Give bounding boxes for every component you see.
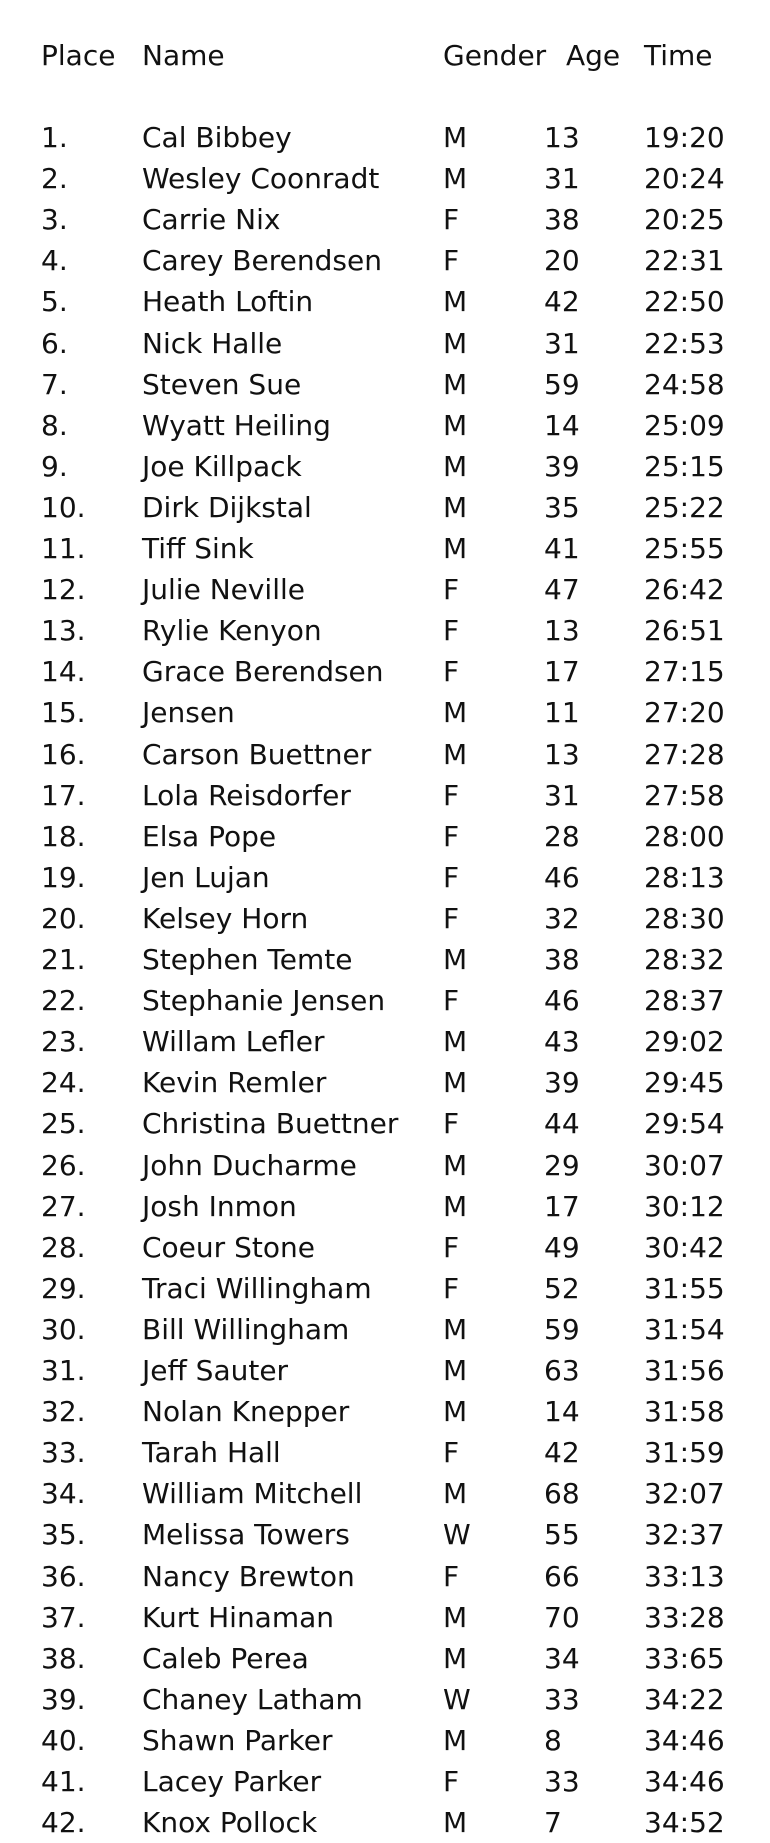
cell-place: 40.	[41, 1723, 86, 1757]
cell-gender: M	[443, 121, 468, 154]
cell-age: 42	[544, 285, 580, 319]
header-row	[0, 35, 770, 76]
cell-name: Melissa Towers	[142, 1518, 350, 1552]
cell-time: 34:46	[644, 1765, 725, 1798]
cell-gender: M	[443, 162, 468, 196]
cell-gender: M	[443, 1395, 468, 1429]
cell-gender: F	[443, 614, 460, 648]
table-row	[0, 1679, 770, 1720]
cell-time: 32:07	[644, 1477, 725, 1511]
cell-name: Tiff Sink	[142, 532, 254, 565]
cell-time: 33:28	[644, 1600, 725, 1634]
cell-gender: F	[443, 655, 460, 689]
cell-time: 31:54	[644, 1312, 725, 1346]
cell-time: 24:58	[644, 367, 725, 401]
cell-place: 36.	[41, 1559, 86, 1593]
cell-gender: M	[443, 408, 468, 442]
cell-age: 66	[544, 1559, 580, 1593]
cell-name: Steven Sue	[142, 367, 302, 401]
cell-age: 31	[544, 778, 580, 812]
cell-age: 33	[544, 1682, 580, 1716]
cell-name: Cal Bibbey	[142, 121, 292, 154]
table-row	[0, 446, 770, 487]
cell-place: 8.	[41, 408, 68, 442]
cell-name: Lola Reisdorfer	[142, 778, 351, 812]
cell-time: 30:12	[644, 1189, 725, 1223]
cell-time: 28:32	[644, 943, 725, 976]
table-row	[0, 857, 770, 898]
cell-time: 33:13	[644, 1559, 725, 1593]
cell-name: Coeur Stone	[142, 1230, 315, 1264]
cell-place: 10.	[41, 490, 86, 524]
cell-gender: F	[443, 1559, 460, 1593]
cell-time: 30:42	[644, 1230, 725, 1264]
cell-age: 43	[544, 1025, 580, 1059]
cell-time: 28:30	[644, 901, 725, 935]
cell-name: Grace Berendsen	[142, 655, 384, 689]
cell-time: 22:31	[644, 244, 725, 278]
cell-age: 8	[544, 1723, 562, 1757]
cell-time: 28:37	[644, 984, 725, 1018]
cell-gender: M	[443, 367, 468, 401]
cell-place: 20.	[41, 901, 86, 935]
cell-gender: M	[443, 532, 468, 565]
cell-time: 29:02	[644, 1025, 725, 1059]
cell-time: 26:51	[644, 614, 725, 648]
cell-time: 20:24	[644, 162, 725, 196]
table-row	[0, 1227, 770, 1268]
table-row	[0, 281, 770, 322]
cell-gender: M	[443, 943, 468, 976]
cell-age: 55	[544, 1518, 580, 1552]
cell-gender: F	[443, 1230, 460, 1264]
cell-age: 7	[544, 1806, 562, 1840]
header-age: Age	[566, 39, 621, 72]
cell-age: 59	[544, 1312, 580, 1346]
cell-name: Willam Lefler	[142, 1025, 325, 1059]
cell-place: 5.	[41, 285, 68, 319]
cell-gender: F	[443, 819, 460, 853]
cell-name: Nancy Brewton	[142, 1559, 355, 1593]
cell-name: Jeff Sauter	[142, 1354, 289, 1387]
cell-gender: F	[443, 860, 460, 894]
table-row	[0, 1186, 770, 1227]
cell-place: 35.	[41, 1518, 86, 1552]
table-row	[0, 898, 770, 939]
cell-place: 3.	[41, 203, 68, 237]
cell-gender: M	[443, 696, 468, 730]
table-row	[0, 364, 770, 405]
cell-time: 26:42	[644, 573, 725, 607]
cell-age: 31	[544, 326, 580, 360]
cell-name: Wyatt Heiling	[142, 408, 331, 442]
cell-age: 39	[544, 1066, 580, 1100]
cell-age: 29	[544, 1148, 580, 1182]
cell-name: Carrie Nix	[142, 203, 281, 237]
cell-gender: M	[443, 490, 468, 524]
cell-gender: M	[443, 1189, 468, 1223]
cell-time: 34:22	[644, 1682, 725, 1716]
cell-name: Stephen Temte	[142, 943, 353, 976]
cell-gender: M	[443, 1354, 468, 1387]
table-row	[0, 1556, 770, 1597]
cell-name: Nolan Knepper	[142, 1395, 350, 1429]
cell-place: 31.	[41, 1354, 86, 1387]
cell-place: 23.	[41, 1025, 86, 1059]
table-row	[0, 1761, 770, 1802]
cell-age: 33	[544, 1765, 580, 1798]
cell-name: Josh Inmon	[142, 1189, 297, 1223]
cell-gender: M	[443, 1025, 468, 1059]
table-row	[0, 610, 770, 651]
cell-age: 39	[544, 449, 580, 483]
cell-time: 31:56	[644, 1354, 725, 1387]
cell-gender: F	[443, 1765, 460, 1798]
cell-time: 28:13	[644, 860, 725, 894]
cell-place: 17.	[41, 778, 86, 812]
cell-place: 22.	[41, 984, 86, 1018]
cell-gender: M	[443, 1641, 468, 1675]
cell-time: 27:58	[644, 778, 725, 812]
cell-name: Traci Willingham	[142, 1271, 372, 1305]
table-row	[0, 939, 770, 980]
cell-place: 6.	[41, 326, 68, 360]
cell-gender: M	[443, 285, 468, 319]
table-row	[0, 1638, 770, 1679]
cell-age: 32	[544, 901, 580, 935]
cell-place: 18.	[41, 819, 86, 853]
cell-name: Kelsey Horn	[142, 901, 309, 935]
cell-time: 28:00	[644, 819, 725, 853]
cell-place: 32.	[41, 1395, 86, 1429]
cell-name: Stephanie Jensen	[142, 984, 386, 1018]
table-row	[0, 651, 770, 692]
table-row	[0, 240, 770, 281]
cell-name: Elsa Pope	[142, 819, 277, 853]
cell-place: 2.	[41, 162, 68, 196]
header-time: Time	[644, 39, 713, 72]
cell-age: 14	[544, 408, 580, 442]
cell-place: 26.	[41, 1148, 86, 1182]
cell-time: 30:07	[644, 1148, 725, 1182]
table-row	[0, 816, 770, 857]
cell-age: 52	[544, 1271, 580, 1305]
cell-place: 41.	[41, 1765, 86, 1798]
cell-age: 20	[544, 244, 580, 278]
table-row	[0, 487, 770, 528]
cell-time: 27:15	[644, 655, 725, 689]
cell-age: 11	[544, 696, 580, 730]
cell-gender: W	[443, 1682, 471, 1716]
cell-time: 25:09	[644, 408, 725, 442]
cell-time: 32:37	[644, 1518, 725, 1552]
cell-time: 25:22	[644, 490, 725, 524]
cell-age: 35	[544, 490, 580, 524]
table-row	[0, 405, 770, 446]
cell-time: 31:58	[644, 1395, 725, 1429]
table-row	[0, 1432, 770, 1473]
cell-gender: F	[443, 778, 460, 812]
cell-age: 46	[544, 984, 580, 1018]
cell-gender: M	[443, 326, 468, 360]
cell-name: Julie Neville	[142, 573, 305, 607]
cell-time: 22:53	[644, 326, 725, 360]
cell-gender: F	[443, 1271, 460, 1305]
cell-place: 1.	[41, 121, 68, 154]
cell-age: 42	[544, 1436, 580, 1470]
cell-place: 14.	[41, 655, 86, 689]
cell-name: Bill Willingham	[142, 1312, 350, 1346]
cell-place: 29.	[41, 1271, 86, 1305]
cell-time: 20:25	[644, 203, 725, 237]
cell-name: John Ducharme	[142, 1148, 357, 1182]
cell-place: 42.	[41, 1806, 86, 1840]
cell-gender: M	[443, 1477, 468, 1511]
table-row	[0, 980, 770, 1021]
cell-name: Tarah Hall	[142, 1436, 281, 1470]
cell-place: 11.	[41, 532, 86, 565]
cell-age: 44	[544, 1107, 580, 1141]
cell-gender: M	[443, 1806, 468, 1840]
table-row	[0, 775, 770, 816]
cell-gender: M	[443, 1600, 468, 1634]
cell-name: Shawn Parker	[142, 1723, 333, 1757]
cell-place: 39.	[41, 1682, 86, 1716]
cell-gender: M	[443, 737, 468, 771]
cell-time: 31:59	[644, 1436, 725, 1470]
table-row	[0, 323, 770, 364]
cell-place: 27.	[41, 1189, 86, 1223]
table-row	[0, 1720, 770, 1761]
cell-place: 21.	[41, 943, 86, 976]
cell-age: 17	[544, 655, 580, 689]
cell-place: 15.	[41, 696, 86, 730]
cell-name: Jensen	[142, 696, 235, 730]
table-row	[0, 1103, 770, 1144]
cell-time: 29:45	[644, 1066, 725, 1100]
cell-place: 30.	[41, 1312, 86, 1346]
cell-place: 28.	[41, 1230, 86, 1264]
cell-age: 14	[544, 1395, 580, 1429]
cell-name: Joe Killpack	[142, 449, 302, 483]
cell-place: 16.	[41, 737, 86, 771]
cell-name: Kurt Hinaman	[142, 1600, 335, 1634]
cell-place: 4.	[41, 244, 68, 278]
header-place: Place	[41, 39, 116, 72]
cell-age: 38	[544, 943, 580, 976]
table-row	[0, 569, 770, 610]
cell-time: 33:65	[644, 1641, 725, 1675]
cell-place: 24.	[41, 1066, 86, 1100]
cell-name: Christina Buettner	[142, 1107, 399, 1141]
cell-age: 13	[544, 614, 580, 648]
cell-name: Wesley Coonradt	[142, 162, 380, 196]
cell-age: 34	[544, 1641, 580, 1675]
table-row	[0, 528, 770, 569]
table-row	[0, 1597, 770, 1638]
table-row	[0, 158, 770, 199]
table-row	[0, 199, 770, 240]
cell-age: 49	[544, 1230, 580, 1264]
cell-gender: F	[443, 203, 460, 237]
table-row	[0, 1473, 770, 1514]
cell-place: 37.	[41, 1600, 86, 1634]
cell-time: 34:46	[644, 1723, 725, 1757]
cell-age: 46	[544, 860, 580, 894]
table-row	[0, 1514, 770, 1555]
cell-gender: F	[443, 984, 460, 1018]
cell-gender: W	[443, 1518, 471, 1552]
cell-place: 12.	[41, 573, 86, 607]
cell-place: 7.	[41, 367, 68, 401]
table-row	[0, 1062, 770, 1103]
cell-place: 19.	[41, 860, 86, 894]
cell-age: 63	[544, 1354, 580, 1387]
cell-place: 9.	[41, 449, 68, 483]
cell-name: Dirk Dijkstal	[142, 490, 312, 524]
header-name: Name	[142, 39, 225, 72]
cell-gender: M	[443, 1723, 468, 1757]
cell-age: 68	[544, 1477, 580, 1511]
cell-name: Knox Pollock	[142, 1806, 318, 1840]
cell-gender: F	[443, 573, 460, 607]
table-row	[0, 117, 770, 158]
cell-age: 38	[544, 203, 580, 237]
cell-name: Carey Berendsen	[142, 244, 382, 278]
cell-place: 38.	[41, 1641, 86, 1675]
cell-name: Jen Lujan	[142, 860, 270, 894]
table-row	[0, 692, 770, 733]
table-row	[0, 1145, 770, 1186]
header-gender: Gender	[443, 39, 547, 72]
cell-age: 28	[544, 819, 580, 853]
cell-gender: M	[443, 1148, 468, 1182]
cell-name: William Mitchell	[142, 1477, 363, 1511]
cell-gender: F	[443, 901, 460, 935]
cell-age: 17	[544, 1189, 580, 1223]
cell-age: 70	[544, 1600, 580, 1634]
cell-name: Caleb Perea	[142, 1641, 309, 1675]
table-row	[0, 1021, 770, 1062]
table-row	[0, 734, 770, 775]
cell-age: 41	[544, 532, 580, 565]
cell-gender: F	[443, 244, 460, 278]
table-row	[0, 1268, 770, 1309]
cell-gender: M	[443, 449, 468, 483]
cell-place: 13.	[41, 614, 86, 648]
cell-place: 34.	[41, 1477, 86, 1511]
cell-age: 13	[544, 737, 580, 771]
cell-time: 31:55	[644, 1271, 725, 1305]
cell-name: Lacey Parker	[142, 1765, 322, 1798]
cell-name: Carson Buettner	[142, 737, 372, 771]
cell-place: 33.	[41, 1436, 86, 1470]
cell-age: 31	[544, 162, 580, 196]
cell-time: 25:55	[644, 532, 725, 565]
cell-name: Heath Loftin	[142, 285, 314, 319]
cell-age: 59	[544, 367, 580, 401]
cell-age: 13	[544, 121, 580, 154]
cell-name: Rylie Kenyon	[142, 614, 322, 648]
cell-name: Kevin Remler	[142, 1066, 327, 1100]
cell-time: 29:54	[644, 1107, 725, 1141]
cell-time: 34:52	[644, 1806, 725, 1840]
cell-name: Chaney Latham	[142, 1682, 363, 1716]
cell-gender: M	[443, 1312, 468, 1346]
cell-time: 19:20	[644, 121, 725, 154]
cell-gender: F	[443, 1107, 460, 1141]
cell-gender: M	[443, 1066, 468, 1100]
cell-place: 25.	[41, 1107, 86, 1141]
table-row	[0, 1350, 770, 1391]
table-row	[0, 1391, 770, 1432]
cell-time: 27:28	[644, 737, 725, 771]
cell-time: 25:15	[644, 449, 725, 483]
cell-age: 47	[544, 573, 580, 607]
cell-name: Nick Halle	[142, 326, 283, 360]
cell-gender: F	[443, 1436, 460, 1470]
cell-time: 22:50	[644, 285, 725, 319]
table-row	[0, 1309, 770, 1350]
cell-time: 27:20	[644, 696, 725, 730]
